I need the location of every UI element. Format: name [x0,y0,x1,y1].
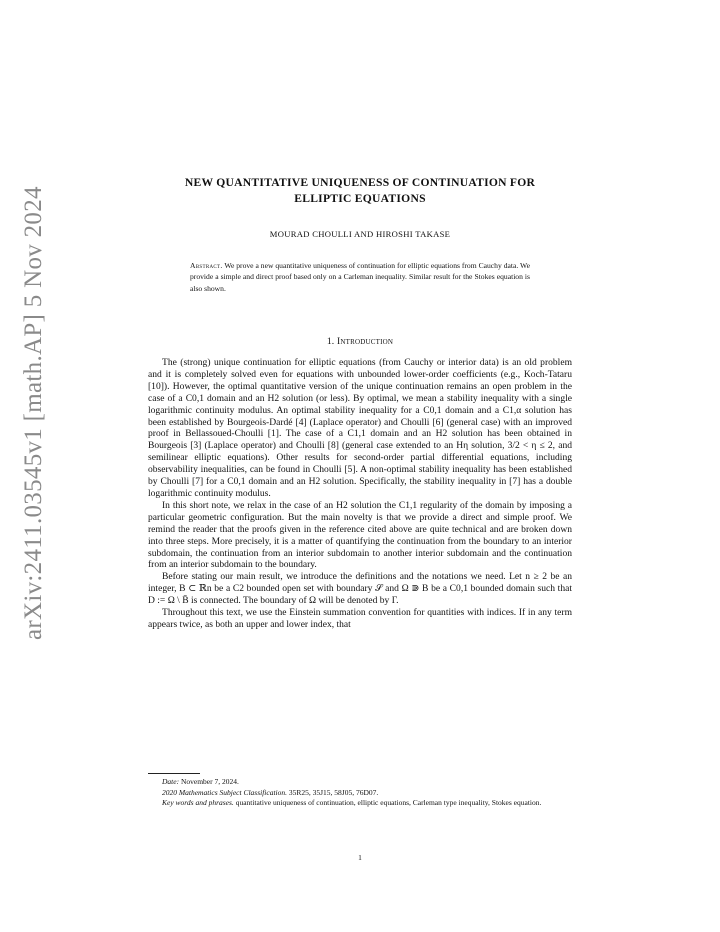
abstract-text: We prove a new quantitative uniqueness of continuation for elliptic equations from Cauchy data. We provide a simple and direct proof based only on a Carleman inequality. Similar result for the Stokes equation is also shown. [190,261,530,293]
paper-title-line-1: NEW QUANTITATIVE UNIQUENESS OF CONTINUATION FOR [184,176,536,189]
footnote-divider [148,773,200,774]
section-title: Introduction [337,336,394,347]
footnote-text: November 7, 2024. [179,777,239,786]
footnote-label: 2020 Mathematics Subject Classification. [162,787,287,797]
page-number: 1 [358,853,362,862]
paragraph: Throughout this text, we use the Einstein summation convention for quantities with indices. If in any term appears twice, as both an upper and lower index, that [148,607,572,630]
footnote-msc [148,788,572,799]
footnote-label: Key words and phrases. [162,798,234,808]
abstract-label: Abstract. [190,261,223,270]
paper-title [148,175,572,206]
section-body [148,357,572,631]
section-number: 1. [326,336,335,347]
abstract [190,260,530,294]
footnote-text: quantitative uniqueness of continuation, elliptic equations, Carleman type inequality, Stokes equation. [233,798,542,808]
paragraph: Before stating our main result, we introduce the definitions and the notations we need. Let n ≥ 2 be an integer, B ⊂ ℝn be a C2 bounded open set with boundary 𝒮 and Ω ⋑ B be a C0,1 bounded domain such that D := Ω \ B̄ is connected. The boundary of Ω will be denoted by Γ. [148,571,572,607]
footnote-label: Date: [162,777,180,786]
paper-title-line-2: ELLIPTIC EQUATIONS [294,191,426,205]
footnotes [148,777,572,809]
paragraph: In this short note, we relax in the case of an H2 solution the C1,1 regularity of the domain by imposing a particular geometric configuration. But the main novelty is that we provide a direct and simple proof. We remind the reader that the proofs given in the reference cited above are quite technical and are broken down into three steps. More precisely, it is a matter of quantifying the continuation from the boundary to an interior subdomain, the continuation from an interior subdomain to another interior subdomain and the continuation from an interior subdomain to the boundary. [148,499,572,571]
arxiv-identifier-stamp: arXiv:2411.03545v1 [math.AP] 5 Nov 2024 [20,186,47,640]
footnote-date [148,777,572,788]
footnote-keywords [148,798,572,809]
footnote-text: 35R25, 35J15, 58J05, 76D07. [287,787,379,797]
paper-authors: MOURAD CHOULLI AND HIROSHI TAKASE [269,229,451,239]
section-heading [148,336,572,347]
paragraph: The (strong) unique continuation for elliptic equations (from Cauchy or interior data) is an old problem and it is completely solved even for equations with unbounded lower-order coefficients (e.g., Koch-Tataru [10]). However, the optimal quantitative version of the unique continuation remains an open problem in the case of a C0,1 domain and an H2 solution (or less). By optimal, we mean a stability inequality with a single logarithmic continuity modulus. An optimal stability inequality for a C0,1 domain and a C1,α solution has been established by Bourgeois-Dardé [4] (Laplace operator) and Choulli [6] (general case) with an improved proof in Bellassoued-Choulli [1]. The case of a C1,1 domain and an H2 solution has been obtained in Bourgeois [3] (Laplace operator) and Choulli [8] (general case extended to an Hη solution, 3/2 < η ≤ 2, and semilinear elliptic equations). Other results for second-order partial differential equations, including observability inequalities, can be found in Choulli [5]. A non-optimal stability inequality has been established by Choulli [7] for a C0,1 domain and an H2 solution. Specifically, the stability inequality in [7] has a double logarithmic continuity modulus. [148,357,572,499]
